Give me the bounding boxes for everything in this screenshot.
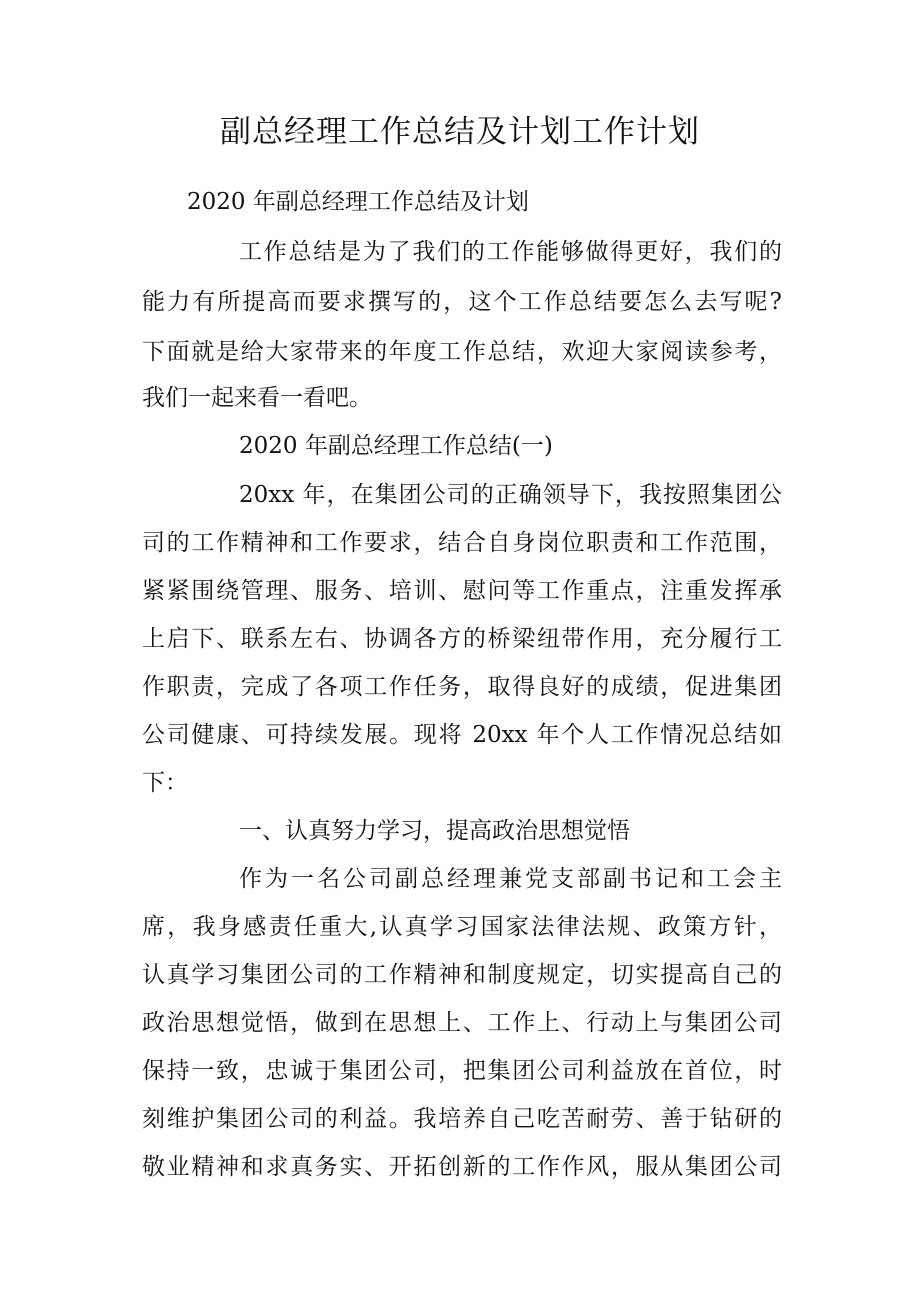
intro-line: 我们一起来看一看吧。 (142, 385, 372, 411)
paragraph-line: 下： (142, 770, 188, 796)
paragraph-line: 紧紧围绕管理、服务、培训、慰问等工作重点，注重发挥承 (142, 578, 782, 604)
document-subtitle: 2020 年副总经理工作总结及计划 (187, 189, 529, 215)
intro-line: 工作总结是为了我们的工作能够做得更好，我们的 (239, 239, 782, 265)
paragraph-line: 上启下、联系左右、协调各方的桥梁纽带作用，充分履行工 (142, 626, 782, 652)
section-heading: 2020 年副总经理工作总结(一) (239, 433, 553, 459)
paragraph-line: 作职责，完成了各项工作任务，取得良好的成绩，促进集团 (142, 674, 782, 700)
subheading: 一、认真努力学习，提高政治思想觉悟 (239, 818, 630, 844)
intro-line: 下面就是给大家带来的年度工作总结，欢迎大家阅读参考， (142, 339, 782, 365)
paragraph-line: 政治思想觉悟，做到在思想上、工作上、行动上与集团公司 (142, 1010, 782, 1036)
paragraph-line: 认真学习集团公司的工作精神和制度规定，切实提高自己的 (142, 962, 782, 988)
paragraph-line: 20xx 年，在集团公司的正确领导下，我按照集团公 (239, 482, 782, 508)
paragraph-line: 作为一名公司副总经理兼党支部副书记和工会主 (239, 866, 782, 892)
paragraph-line: 保持一致，忠诚于集团公司，把集团公司利益放在首位，时 (142, 1058, 782, 1084)
document-title: 副总经理工作总结及计划工作计划 (220, 114, 700, 150)
intro-line: 能力有所提高而要求撰写的，这个工作总结要怎么去写呢? (142, 289, 782, 315)
paragraph-line: 刻维护集团公司的利益。我培养自己吃苦耐劳、善于钻研的 (142, 1106, 782, 1132)
paragraph-line: 公司健康、可持续发展。现将 20xx 年个人工作情况总结如 (142, 722, 782, 748)
paragraph-line: 敬业精神和求真务实、开拓创新的工作作风，服从集团公司 (142, 1154, 782, 1180)
paragraph-line: 司的工作精神和工作要求，结合自身岗位职责和工作范围， (142, 530, 782, 556)
paragraph-line: 席，我身感责任重大,认真学习国家法律法规、政策方针， (142, 914, 782, 940)
